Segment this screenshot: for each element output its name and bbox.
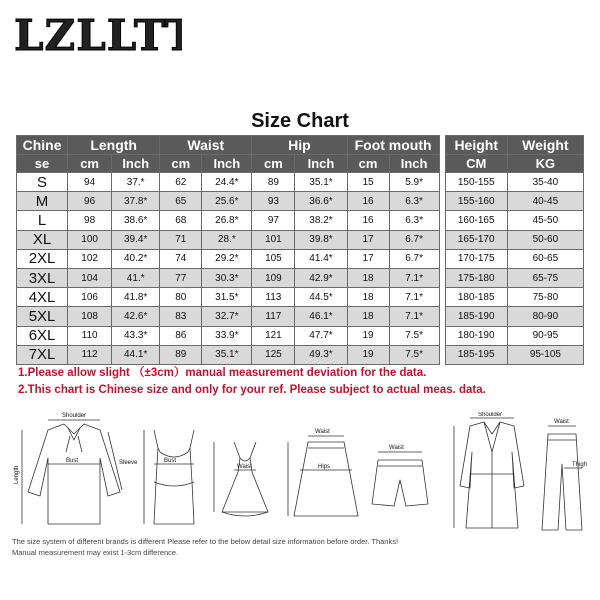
- height-cell: 180-190: [445, 326, 507, 345]
- foot-in-cell: 6.7*: [389, 249, 439, 268]
- waist-in-cell: 28.*: [202, 230, 252, 249]
- hip-cm-cell: 97: [252, 211, 295, 230]
- size-header-top: Chine: [17, 136, 68, 155]
- height-cell: 155-160: [445, 192, 507, 211]
- size-cell: S: [17, 173, 68, 192]
- weight-header: Weight: [507, 136, 583, 155]
- trousers-diagram: [542, 419, 587, 530]
- len-in-cell: 37.8*: [112, 192, 160, 211]
- size-cell: XL: [17, 230, 68, 249]
- hip-in-cell: 42.9*: [295, 268, 347, 287]
- hip-cm-cell: 109: [252, 268, 295, 287]
- foot-cm-cell: 17: [347, 230, 389, 249]
- size-cell: 7XL: [17, 345, 68, 364]
- size-cell: 4XL: [17, 288, 68, 307]
- len-in-cell: 37.*: [112, 173, 160, 192]
- measurement-illustrations: [8, 412, 592, 538]
- height-cell: 185-195: [445, 345, 507, 364]
- foot-in-cell: 6.3*: [389, 192, 439, 211]
- table-row: [17, 173, 584, 192]
- len-in-cell: 38.6*: [112, 211, 160, 230]
- waist-in-cell: 30.3*: [202, 268, 252, 287]
- size-chart-table: [16, 135, 584, 365]
- height-cell: 165-170: [445, 230, 507, 249]
- waist-cm-cell: 71: [160, 230, 202, 249]
- hip-cm-cell: 89: [252, 173, 295, 192]
- trousers-waist-label: Waist: [554, 419, 569, 425]
- len-in-cell: 40.2*: [112, 249, 160, 268]
- hip-cm-cell: 93: [252, 192, 295, 211]
- shorts-diagram: [372, 445, 428, 506]
- note-deviation: 1.Please allow slight （±3cm）manual measurement deviation for the data.: [18, 367, 427, 379]
- foot-cm-cell: 17: [347, 249, 389, 268]
- height-cell: 170-175: [445, 249, 507, 268]
- waist-in-cell: 32.7*: [202, 307, 252, 326]
- cami-bust-label: Bust: [164, 458, 177, 464]
- weight-cell: 40-45: [507, 192, 583, 211]
- shoulder-label: Shoulder: [62, 413, 87, 419]
- waist-cm-cell: 83: [160, 307, 202, 326]
- len-cm-cell: 104: [68, 268, 112, 287]
- coat-diagram: [454, 412, 524, 528]
- foot-in-cell: 6.3*: [389, 211, 439, 230]
- table-header-row: [17, 136, 584, 155]
- waist-cm-header: cm: [160, 155, 202, 173]
- hip-cm-header: cm: [252, 155, 295, 173]
- len-cm-cell: 112: [68, 345, 112, 364]
- size-header-bottom: se: [17, 155, 68, 173]
- brand-logo-graphic: [10, 8, 182, 60]
- foot-cm-cell: 16: [347, 211, 389, 230]
- len-in-cell: 43.3*: [112, 326, 160, 345]
- height-cell: 185-190: [445, 307, 507, 326]
- height-header: Height: [445, 136, 507, 155]
- foot-cm-cell: 19: [347, 345, 389, 364]
- size-cell: M: [17, 192, 68, 211]
- dress-diagram: [214, 442, 268, 516]
- length-header: Length: [68, 136, 160, 155]
- waist-cm-cell: 86: [160, 326, 202, 345]
- foot-cm-cell: 18: [347, 307, 389, 326]
- foot-mouth-header: Foot mouth: [347, 136, 439, 155]
- table-row: [17, 268, 584, 287]
- waist-in-cell: 24.4*: [202, 173, 252, 192]
- hip-cm-cell: 101: [252, 230, 295, 249]
- foot-cm-cell: 18: [347, 288, 389, 307]
- len-in-cell: 41.8*: [112, 288, 160, 307]
- foot-cm-cell: 16: [347, 192, 389, 211]
- height-cell: 160-165: [445, 211, 507, 230]
- page-title: Size Chart: [251, 110, 349, 132]
- len-in-cell: 39.4*: [112, 230, 160, 249]
- weight-cell: 45-50: [507, 211, 583, 230]
- hip-in-cell: 44.5*: [295, 288, 347, 307]
- waist-in-cell: 31.5*: [202, 288, 252, 307]
- table-row: [17, 307, 584, 326]
- hip-cm-cell: 125: [252, 345, 295, 364]
- table-row: [17, 192, 584, 211]
- hip-in-cell: 36.6*: [295, 192, 347, 211]
- waist-in-cell: 33.9*: [202, 326, 252, 345]
- hip-in-cell: 49.3*: [295, 345, 347, 364]
- len-in-cell: 41.*: [112, 268, 160, 287]
- size-cell: 6XL: [17, 326, 68, 345]
- foot-in-cell: 7.1*: [389, 288, 439, 307]
- height-unit-header: CM: [445, 155, 507, 173]
- length-inch-header: Inch: [112, 155, 160, 173]
- foot-cm-header: cm: [347, 155, 389, 173]
- weight-cell: 75-80: [507, 288, 583, 307]
- weight-unit-header: KG: [507, 155, 583, 173]
- footer-note-manual: Manual measurement may exist 1-3cm difference.: [12, 548, 179, 557]
- len-cm-cell: 110: [68, 326, 112, 345]
- hip-cm-cell: 121: [252, 326, 295, 345]
- weight-cell: 80-90: [507, 307, 583, 326]
- waist-cm-cell: 68: [160, 211, 202, 230]
- table-row: [17, 211, 584, 230]
- height-cell: 150-155: [445, 173, 507, 192]
- hip-cm-cell: 113: [252, 288, 295, 307]
- foot-in-cell: 7.1*: [389, 307, 439, 326]
- waist-in-cell: 25.6*: [202, 192, 252, 211]
- table-row: [17, 345, 584, 364]
- waist-in-cell: 35.1*: [202, 345, 252, 364]
- weight-cell: 65-75: [507, 268, 583, 287]
- size-cell: 5XL: [17, 307, 68, 326]
- waist-in-cell: 26.8*: [202, 211, 252, 230]
- size-cell: L: [17, 211, 68, 230]
- hip-in-cell: 46.1*: [295, 307, 347, 326]
- size-cell: 3XL: [17, 268, 68, 287]
- waist-cm-cell: 89: [160, 345, 202, 364]
- table-row: [17, 249, 584, 268]
- camisole-diagram: [144, 430, 194, 524]
- dress-waist-label: Waist: [237, 464, 252, 470]
- brand-logo: [10, 8, 182, 60]
- foot-in-cell: 6.7*: [389, 230, 439, 249]
- skirt-waist-label: Waist: [315, 429, 330, 435]
- hip-cm-cell: 105: [252, 249, 295, 268]
- hip-in-cell: 39.8*: [295, 230, 347, 249]
- hip-in-cell: 47.7*: [295, 326, 347, 345]
- blouse-diagram: [14, 413, 138, 524]
- weight-cell: 60-65: [507, 249, 583, 268]
- foot-in-cell: 7.5*: [389, 326, 439, 345]
- length-label: Length: [14, 465, 20, 484]
- footer-note-brand-sizes: The size system of different brands is different Please refer to the below detail size information before order. Thanks!: [12, 537, 399, 546]
- weight-cell: 90-95: [507, 326, 583, 345]
- table-row: [17, 288, 584, 307]
- waist-inch-header: Inch: [202, 155, 252, 173]
- hip-inch-header: Inch: [295, 155, 347, 173]
- foot-cm-cell: 15: [347, 173, 389, 192]
- hip-header: Hip: [252, 136, 347, 155]
- len-cm-cell: 106: [68, 288, 112, 307]
- foot-cm-cell: 19: [347, 326, 389, 345]
- len-cm-cell: 108: [68, 307, 112, 326]
- hip-cm-cell: 117: [252, 307, 295, 326]
- waist-cm-cell: 62: [160, 173, 202, 192]
- len-cm-cell: 94: [68, 173, 112, 192]
- weight-cell: 95-105: [507, 345, 583, 364]
- table-row: [17, 326, 584, 345]
- len-cm-cell: 102: [68, 249, 112, 268]
- len-in-cell: 44.1*: [112, 345, 160, 364]
- height-cell: 175-180: [445, 268, 507, 287]
- weight-cell: 50-60: [507, 230, 583, 249]
- len-in-cell: 42.6*: [112, 307, 160, 326]
- height-cell: 180-185: [445, 288, 507, 307]
- foot-cm-cell: 18: [347, 268, 389, 287]
- skirt-diagram: [288, 429, 358, 516]
- note-chinese-size: 2.This chart is Chinese size and only for your ref. Please subject to actual meas. data.: [18, 384, 486, 396]
- weight-cell: 35-40: [507, 173, 583, 192]
- foot-in-cell: 7.1*: [389, 268, 439, 287]
- sleeve-label: Sleeve: [119, 460, 138, 466]
- len-cm-cell: 96: [68, 192, 112, 211]
- waist-cm-cell: 65: [160, 192, 202, 211]
- shorts-waist-label: Waist: [389, 445, 404, 451]
- waist-cm-cell: 77: [160, 268, 202, 287]
- brand-logo-text: LZLLTT: [14, 11, 182, 60]
- bust-label: Bust: [66, 458, 79, 464]
- len-cm-cell: 98: [68, 211, 112, 230]
- waist-header: Waist: [160, 136, 252, 155]
- size-rows: [17, 173, 584, 365]
- skirt-hips-label: Hips: [318, 464, 331, 470]
- hip-in-cell: 41.4*: [295, 249, 347, 268]
- waist-in-cell: 29.2*: [202, 249, 252, 268]
- length-cm-header: cm: [68, 155, 112, 173]
- size-cell: 2XL: [17, 249, 68, 268]
- hip-in-cell: 38.2*: [295, 211, 347, 230]
- foot-inch-header: Inch: [389, 155, 439, 173]
- table-row: [17, 230, 584, 249]
- table-subheader-row: [17, 155, 584, 173]
- foot-in-cell: 5.9*: [389, 173, 439, 192]
- coat-shoulder-label: Shoulder: [478, 412, 503, 418]
- thigh-label: Thigh: [572, 462, 588, 468]
- waist-cm-cell: 74: [160, 249, 202, 268]
- hip-in-cell: 35.1*: [295, 173, 347, 192]
- len-cm-cell: 100: [68, 230, 112, 249]
- foot-in-cell: 7.5*: [389, 345, 439, 364]
- waist-cm-cell: 80: [160, 288, 202, 307]
